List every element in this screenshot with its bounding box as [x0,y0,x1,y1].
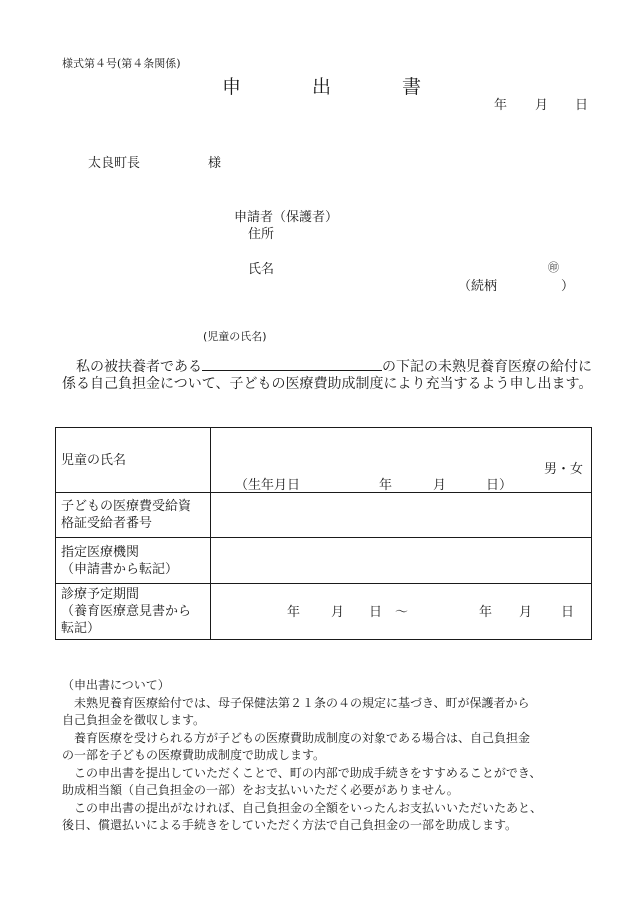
title-char-1: 申 [222,76,242,98]
certificate-label-line2: 格証受給者番号 [61,516,153,531]
period-to-year: 年 [479,605,493,620]
form-number: 様式第４号(第４条関係) [62,57,181,70]
notes-heading: （申出書について） [62,678,170,692]
notes-line: この申出書の提出がなければ、自己負担金の全額をいったんお支払いいただいたあと、 [74,800,543,815]
institution-label [56,538,211,584]
certificate-number-cell[interactable] [211,493,592,538]
addressee-name: 太良町長 [88,156,141,171]
period-to-day: 日 [561,605,575,620]
birth-label: （生年月日 [235,478,301,493]
notes-line: この申出書を提出していただくことで、町の内部で助成手続きをすすめることができ、 [74,765,542,780]
gender-choice[interactable]: 男・女 [544,462,584,477]
application-table [55,427,592,640]
notes-line: 自己負担金を徴収します。 [62,713,206,727]
period-cell[interactable] [211,584,592,640]
period-from-day: 日 [369,605,383,620]
institution-label-line2: （申請書から転記） [61,562,179,577]
child-name-label: 児童の氏名 [56,428,211,493]
period-label [56,584,211,640]
date-month: 月 [535,98,549,113]
date-year: 年 [494,98,508,113]
certificate-label-line1: 子どもの医療費受給資 [61,499,192,514]
child-name-cell[interactable] [211,428,592,493]
statement-line1-after: の下記の未熟児養育医療の給付に [382,359,592,375]
birth-year: 年 [379,478,393,493]
period-label-line1: 診療予定期間 [61,587,140,602]
relation-close: ） [561,279,575,294]
notes-line: 未熟児養育医療給付では、母子保健法第２１条の４の規定に基づき、町が保護者から [74,695,530,710]
applicant-address-label: 住所 [248,227,275,242]
birth-day: 日） [486,478,513,493]
title-char-3: 書 [402,76,422,98]
notes-line: 後日、償還払いによる手続きをしていただく方法で自己負担金の一部を助成します。 [62,818,518,832]
title-char-2: 出 [312,76,332,98]
notes-line: 養育医療を受けられる方が子どもの医療費助成制度の対象である場合は、自己負担金 [74,730,531,745]
notes-line: の一部を子どもの医療費助成制度で助成します。 [62,748,326,762]
certificate-label [56,493,211,538]
date-day: 日 [575,98,589,113]
applicant-heading: 申請者（保護者） [234,210,339,225]
child-name-caption: (児童の氏名) [203,330,267,343]
seal-mark: ㊞ [548,261,559,274]
table-row-institution [56,538,592,584]
period-label-line3: 転記） [61,621,101,636]
birth-month: 月 [433,478,447,493]
table-row-child-name [56,428,592,493]
period-separator: ～ [395,605,409,620]
notes-section [62,677,602,835]
institution-label-line1: 指定医療機関 [61,545,140,560]
notes-line: 助成相当額（自己負担金の一部）をお支払いいただく必要がありません。 [62,783,459,797]
period-to-month: 月 [519,605,533,620]
statement-line2: 係る自己負担金について、子どもの医療費助成制度により充当するよう申し出ます。 [62,376,593,392]
statement-line1-before: 私の被扶養者である [76,359,202,375]
period-from-year: 年 [287,605,301,620]
relation-open: （続柄 [458,279,498,294]
period-label-line2: （養育医療意見書から [61,604,192,619]
period-from-month: 月 [331,605,345,620]
table-row-certificate [56,493,592,538]
child-name-blank[interactable] [202,356,382,371]
applicant-name-label: 氏名 [248,262,275,277]
addressee-honorific: 様 [208,156,222,171]
table-row-period [56,584,592,640]
institution-cell[interactable] [211,538,592,584]
